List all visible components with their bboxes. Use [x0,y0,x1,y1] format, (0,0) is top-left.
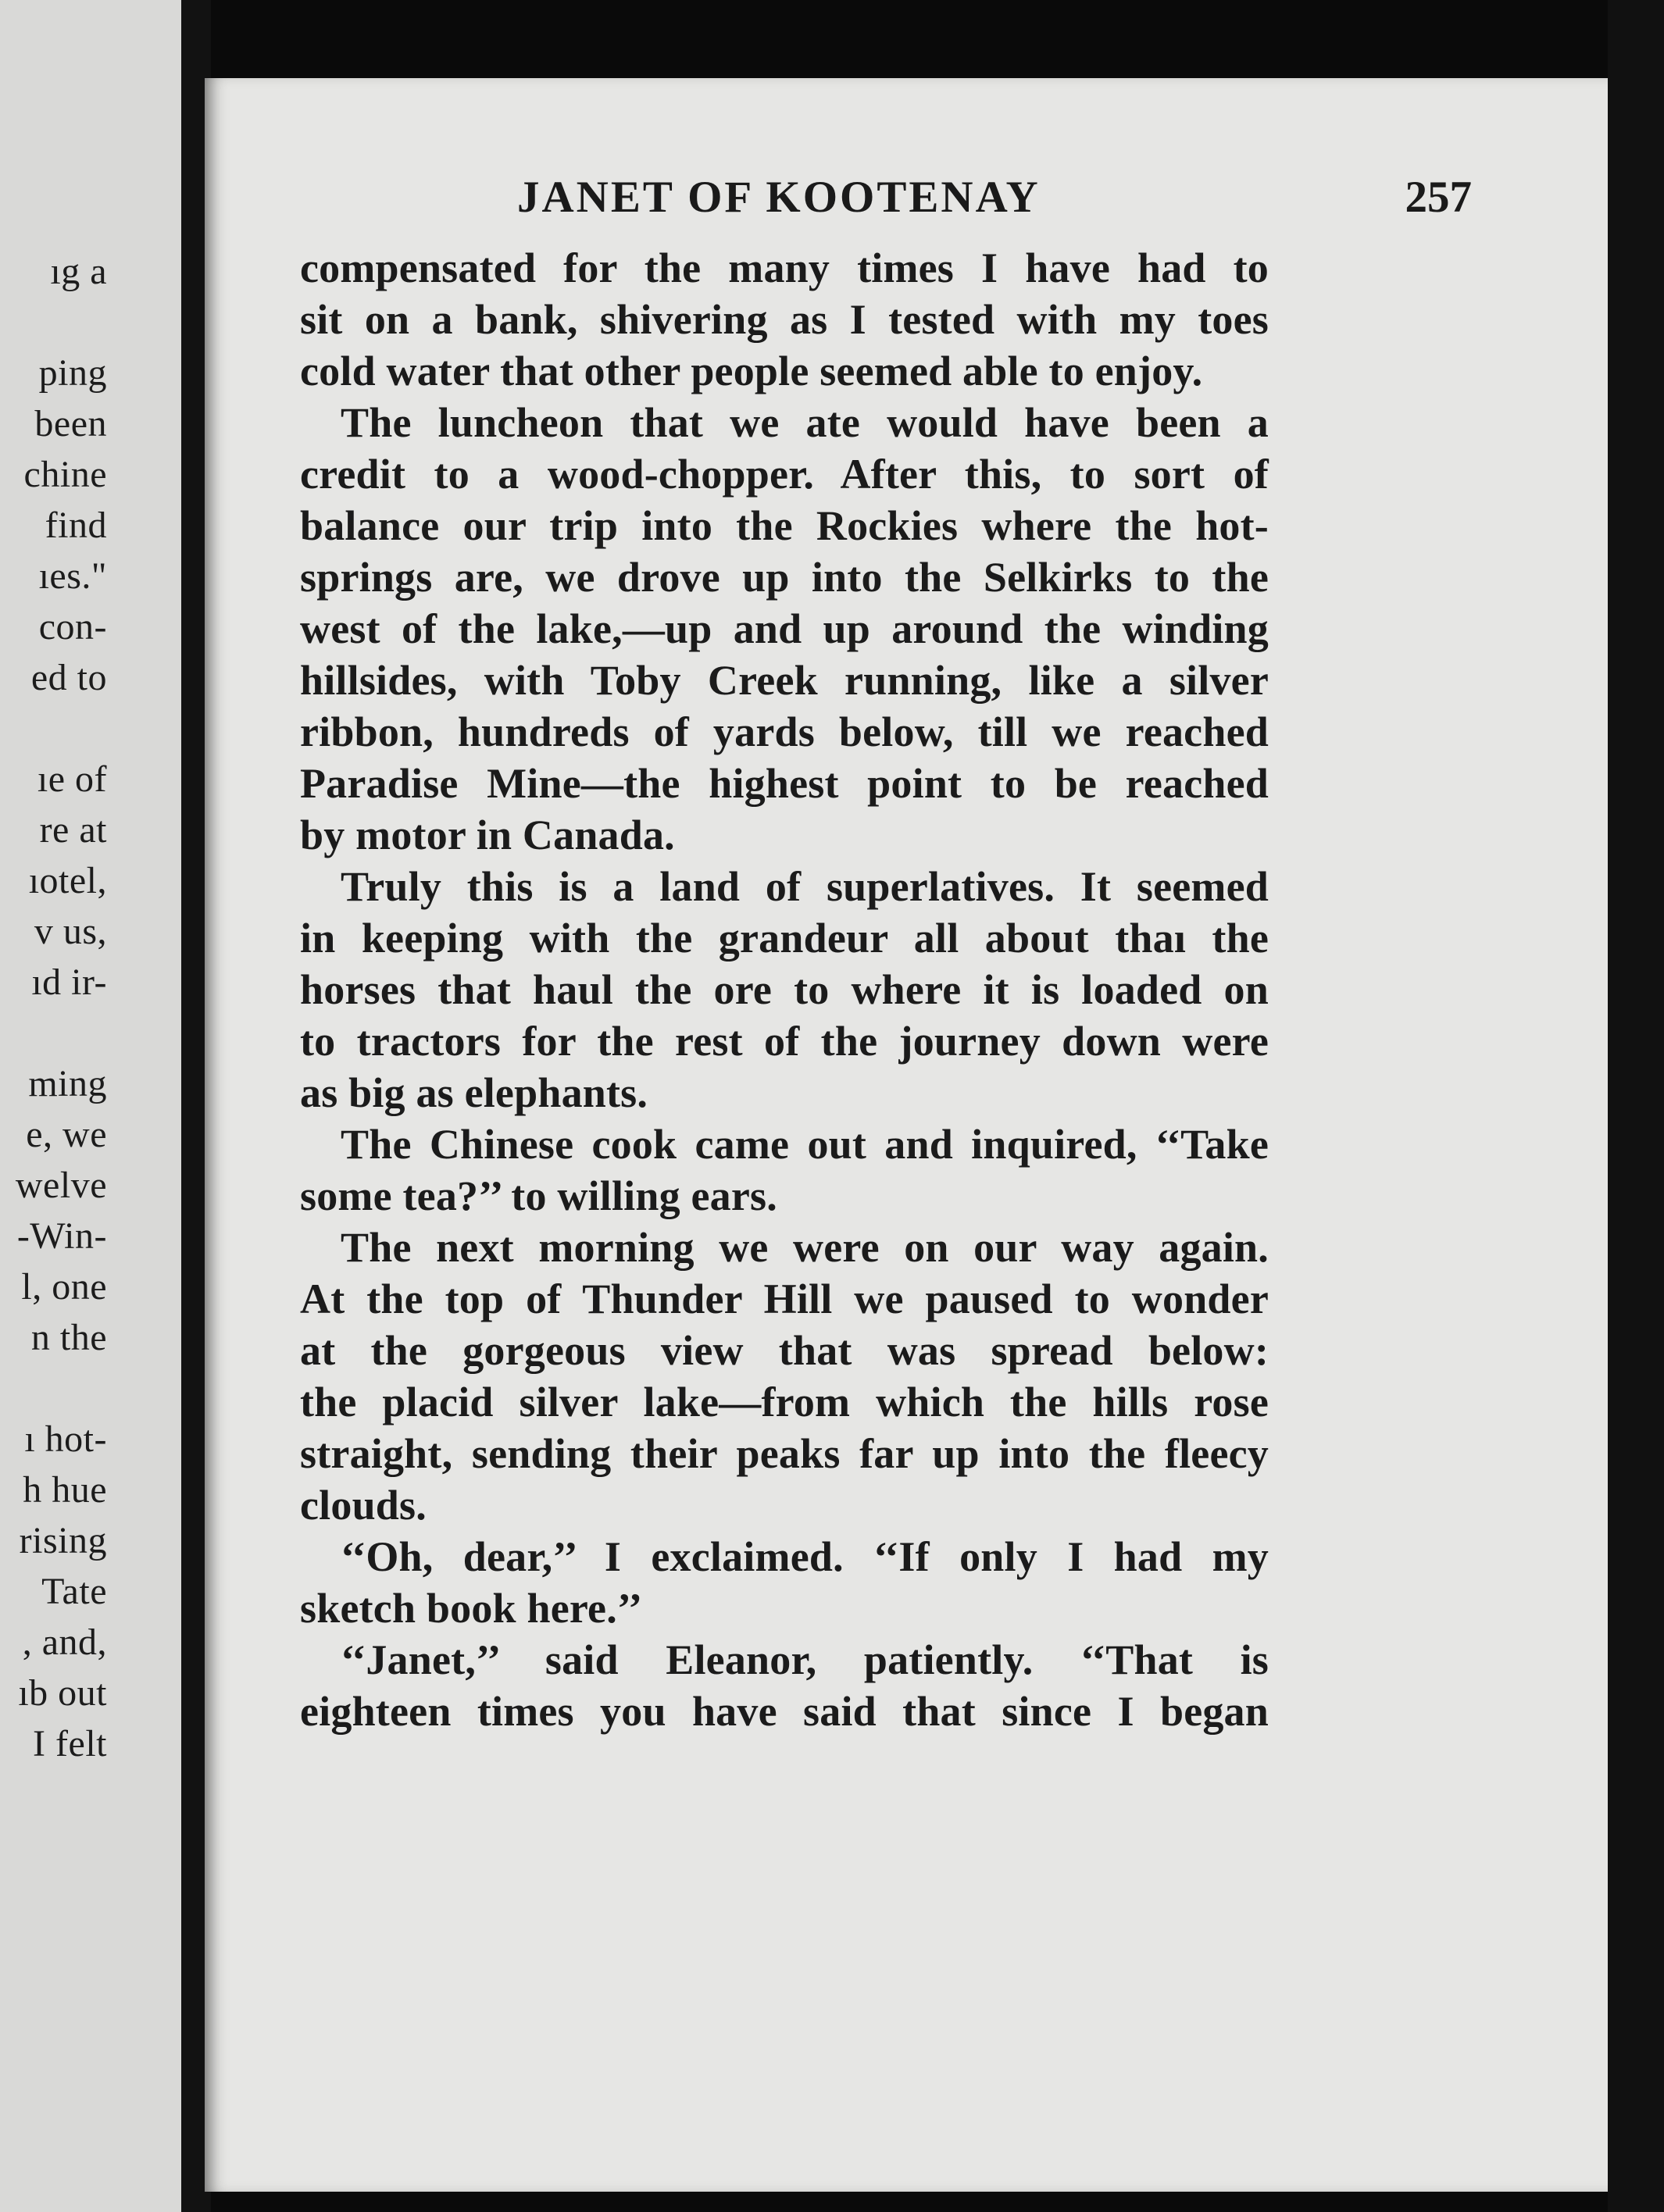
running-title: JANET OF KOOTENAY [517,173,1041,222]
facing-line: ıg a [50,251,107,292]
text-line: horses that haul the ore to where it is loaded on [300,966,1269,1013]
facing-line: find [45,505,107,546]
text-line: cold water that other people seemed able to enjoy. [300,348,1203,394]
text-line: clouds. [300,1482,427,1529]
facing-line: ıb out [18,1672,107,1714]
text-line: ‘‘Oh, dear,’’ I exclaimed. ‘‘If only I had my [341,1533,1269,1580]
text-line: credit to a wood-chopper. After this, to sort of [300,451,1269,498]
facing-line: ming [28,1063,107,1104]
facing-line: e, we [26,1114,107,1155]
body-text [300,242,1269,1737]
text-line: straight, sending their peaks far up into the fleecy [300,1430,1269,1477]
text-line: At the top of Thunder Hill we paused to wonder [300,1275,1269,1322]
text-line: The luncheon that we ate would have been a [341,399,1269,446]
text-line: hillsides, with Toby Creek running, like a silver [300,657,1269,704]
text-line: ‘‘Janet,’’ said Eleanor, patiently. ‘‘That is [341,1636,1269,1683]
scan-right-edge [1608,0,1664,2212]
text-line: balance our trip into the Rockies where the hot- [300,502,1269,549]
facing-line: ıd ir- [31,962,107,1003]
facing-line: chine [23,454,107,495]
facing-line: ed to [30,657,107,698]
text-line: sketch book here.’’ [300,1585,643,1632]
facing-line: , and, [22,1622,107,1663]
text-line: Paradise Mine—the highest point to be reached [300,760,1269,807]
text-line: the placid silver lake—from which the hills rose [300,1379,1269,1425]
text-line: some tea?’’ to willing ears. [300,1172,777,1219]
facing-line: welve [15,1165,107,1206]
facing-line: been [34,403,107,444]
facing-line: ıe of [37,758,107,800]
facing-page-fragment [0,0,181,2212]
facing-line: ping [38,352,107,394]
facing-line: ı hot- [24,1418,107,1460]
text-line: springs are, we drove up into the Selkirks to the [300,554,1269,601]
text-line: as big as elephants. [300,1069,648,1116]
text-line: ribbon, hundreds of yards below, till we reached [300,708,1269,755]
text-line: to tractors for the rest of the journey down were [300,1018,1269,1065]
text-line: The next morning we were on our way again. [341,1224,1269,1271]
text-line: sit on a bank, shivering as I tested with my toes [300,296,1269,343]
book-page [205,78,1608,2192]
running-header [400,172,1472,234]
facing-line: v us, [34,911,107,952]
facing-line: ıes." [38,555,107,597]
facing-line: h hue [23,1469,107,1511]
facing-line: l, one [21,1266,107,1308]
facing-line: re at [39,809,107,851]
facing-line: -Win- [16,1215,107,1257]
facing-line: rising [19,1520,107,1561]
facing-line: con- [38,606,107,648]
text-line: west of the lake,—up and up around the winding [300,605,1269,652]
facing-line: n the [30,1317,107,1358]
text-line: compensated for the many times I have had to [300,244,1269,291]
text-line: in keeping with the grandeur all about thaı the [300,915,1269,962]
facing-line: Tate [41,1571,107,1612]
facing-line: I felt [33,1723,107,1764]
text-line: at the gorgeous view that was spread below: [300,1327,1269,1374]
facing-line: ıotel, [28,860,107,901]
page-number: 257 [1405,173,1472,222]
text-line: eighteen times you have said that since I began [300,1688,1269,1735]
text-line: by motor in Canada. [300,812,675,858]
text-line: Truly this is a land of superlatives. It seemed [341,863,1269,910]
text-line: The Chinese cook came out and inquired, ‘‘Take [341,1121,1269,1168]
